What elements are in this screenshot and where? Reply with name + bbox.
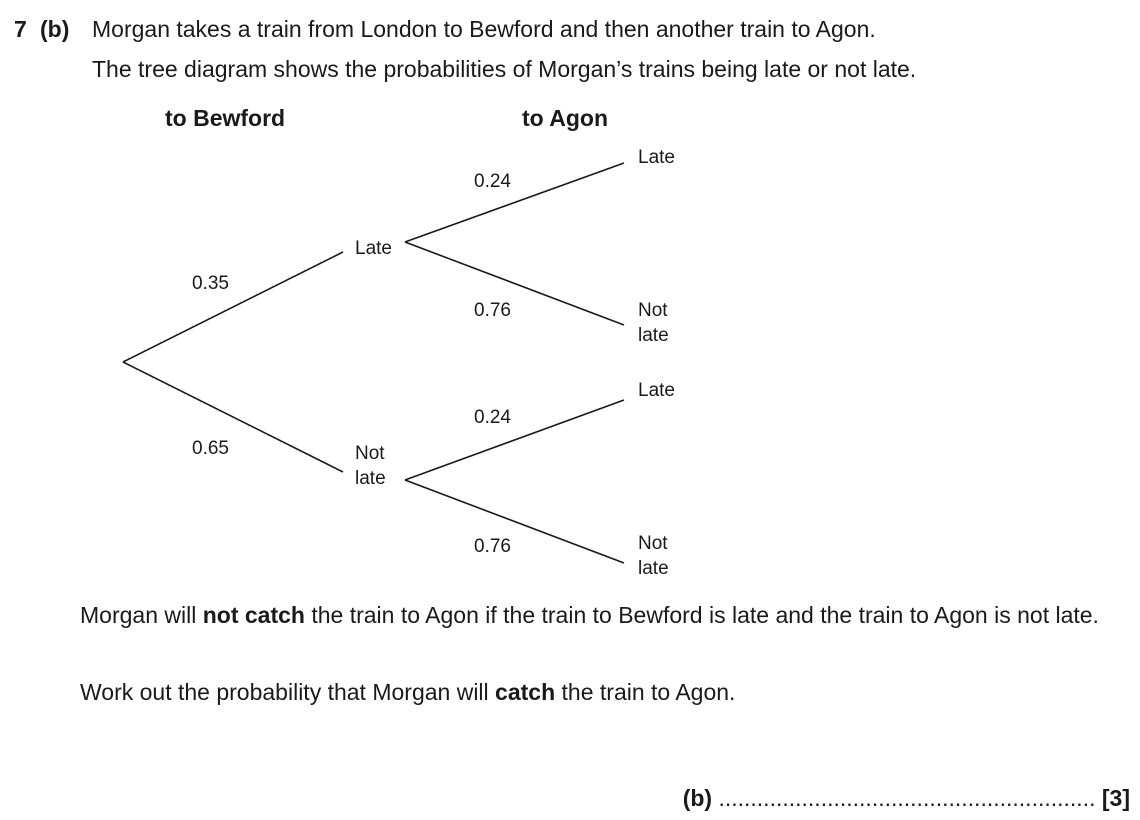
question-number: 7	[14, 16, 27, 42]
outcome-late-late: Late	[638, 147, 675, 168]
outcome-bewford-not-late-line2: late	[355, 468, 386, 489]
task-text-2: the train to Agon.	[555, 679, 736, 705]
prob-not-late-late: 0.24	[474, 407, 511, 428]
prob-bewford-late: 0.35	[192, 273, 229, 294]
answer-line[interactable]	[683, 785, 1130, 812]
outcome-not-late-late: Late	[638, 380, 675, 401]
heading-to-bewford: to Bewford	[165, 105, 286, 131]
branch-not-late-late	[405, 400, 624, 480]
heading-to-agon: to Agon	[522, 105, 609, 131]
prob-late-late: 0.24	[474, 171, 511, 192]
branch-late-not-late	[405, 242, 624, 325]
outcome-late-not-late-line2: late	[638, 325, 669, 346]
task-bold-catch: catch	[495, 679, 556, 705]
answer-label: (b)	[682, 785, 713, 811]
task-text-1: Work out the probability that Morgan will	[80, 679, 496, 705]
prob-bewford-not-late: 0.65	[192, 438, 229, 459]
task-paragraph	[80, 679, 735, 706]
branch-bewford-late	[123, 252, 343, 362]
outcome-not-late-not-late-line1: Not	[638, 533, 668, 554]
outcome-late-not-late-line1: Not	[638, 300, 668, 321]
prob-late-not-late: 0.76	[474, 300, 511, 321]
branch-bewford-not-late	[123, 362, 343, 472]
condition-paragraph	[80, 600, 1125, 630]
condition-bold-not-catch: not catch	[202, 602, 305, 628]
branch-not-late-not-late	[405, 480, 624, 563]
condition-text-2: the train to Agon if the train to Bewford is late and the train to Agon is not late.	[304, 602, 1099, 628]
prob-not-late-not-late: 0.76	[474, 536, 511, 557]
outcome-bewford-not-late-line1: Not	[355, 443, 385, 464]
outcome-bewford-late: Late	[355, 238, 392, 259]
question-part: (b)	[40, 16, 70, 42]
question-intro-line-1: Morgan takes a train from London to Bewford and then another train to Agon.	[92, 16, 876, 42]
marks-indicator: [3]	[1101, 785, 1130, 811]
outcome-not-late-not-late-line2: late	[638, 558, 669, 579]
branch-late-late	[405, 163, 624, 242]
question-intro-line-2: The tree diagram shows the probabilities of Morgan’s trains being late or not late.	[92, 56, 917, 82]
answer-dotted-line[interactable]: ...........................................................	[718, 785, 1096, 811]
condition-text-1: Morgan will	[80, 602, 203, 628]
